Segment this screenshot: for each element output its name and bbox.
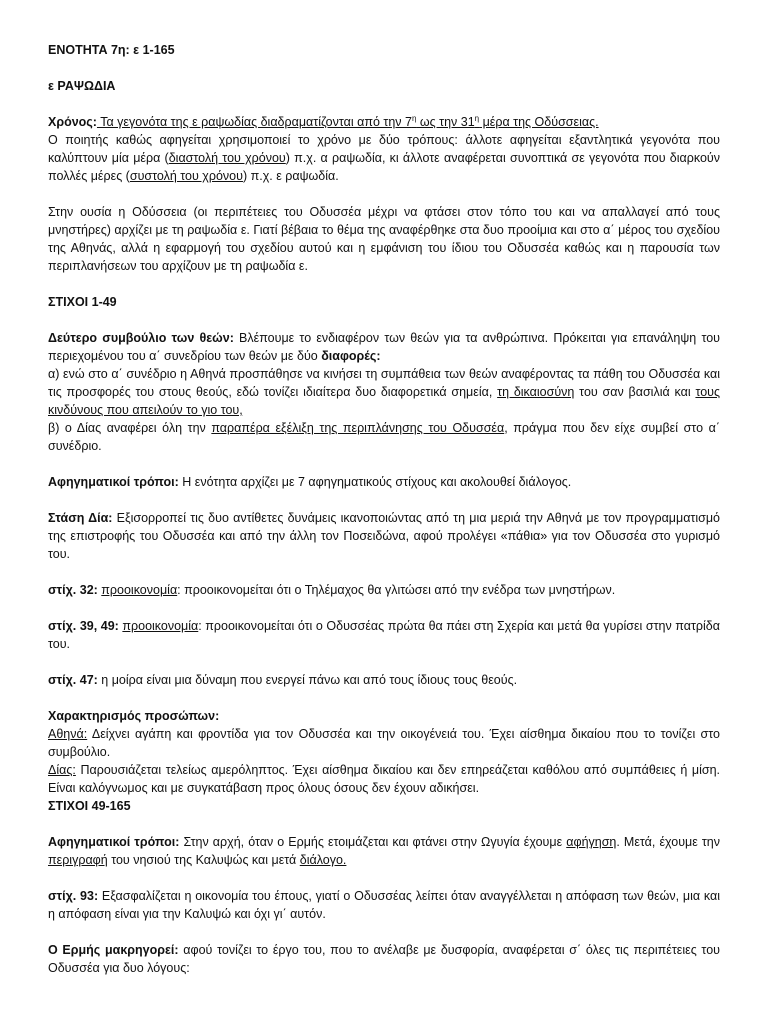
xronos-label: Χρόνος: xyxy=(48,115,97,129)
deutero-paragraph: Δεύτερο συμβούλιο των θεών: Βλέπουμε το ενδιαφέρον των θεών για τα ανθρώπινα. Πρόκειται για επανάληψη του περιεχομένου του α΄ συνεδρίου των θεών με δύο διαφορές: xyxy=(48,331,720,363)
afigimatikoi-1-paragraph: Αφηγηματικοί τρόποι: Η ενότητα αρχίζει με 7 αφηγηματικούς στίχους και ακολουθεί διάλογος. xyxy=(48,475,572,489)
xronos-explanation: Ο ποιητής καθώς αφηγείται χρησιμοποιεί το χρόνο με δύο τρόπους: άλλοτε αφηγείται εξαντλητικά γεγονότα που καλύπτουν μία μέρα (διαστολή του χρόνου) π.χ. α ραψωδία, κι άλλοτε αναφέρεται συνοπτικά σε γεγονότα που διαρκούν πολλές μέρες (συστολή του χρόνου) π.χ. ε ραψωδία. xyxy=(48,133,720,183)
xaraktirismos-heading: Χαρακτηρισμός προσώπων: xyxy=(48,709,220,723)
stixoi-49-165-heading: ΣΤΙΧΟΙ 49-165 xyxy=(48,799,131,813)
stix-93-paragraph: στίχ. 93: Εξασφαλίζεται η οικονομία του έπους, γιατί ο Οδυσσέας λείπει όταν αναγγέλλεται η απόφαση των θεών, μια και η απόφαση είναι για την Καλυψώ και όχι γι΄ αυτόν. xyxy=(48,889,721,921)
xronos-paragraph xyxy=(48,113,720,131)
ermis-paragraph: Ο Ερμής μακρηγορεί: αφού τονίζει το έργο του, που το ανέλαβε με δυσφορία, αναφέρεται σ΄ όλες τις περιπέτειες του Οδυσσέα για δυο λόγους: xyxy=(48,943,720,975)
deutero-point-a: α) ενώ στο α΄ συνέδριο η Αθηνά προσπάθησε να κινήσει τη συμπάθεια των θεών αναφέροντας τα πάθη του Οδυσσέα και τις προσφορές του στους θεούς, εδώ τονίζει ιδιαίτερα δυο διαφορετικά σημεία, τη δικαιοσύνη του σαν βασιλιά και τους κινδύνους που απειλούν το γιο του, xyxy=(48,367,721,417)
xronos-underlined: Τα γεγονότα της ε ραψωδίας διαδραματίζονται από την $7^\eta$ ως την $31^\eta$ μέρα της Οδύσσειας. xyxy=(96,113,599,129)
dias-paragraph: Δίας: Παρουσιάζεται τελείως αμερόληπτος. Έχει αίσθημα δικαίου και δεν επηρεάζεται καθόλου από συμπάθειες ή μίση. Είναι καλόγνωμος και με συγκατάβαση προς όλους όσους δεν έχουν αδικήσει. xyxy=(48,763,720,795)
stix-39-49-paragraph: στίχ. 39, 49: προοικονομία: προοικονομείται ότι ο Οδυσσέας πρώτα θα πάει στη Σχερία και μετά θα γυρίσει στην πατρίδα του. xyxy=(48,619,720,651)
ousia-paragraph: Στην ουσία η Οδύσσεια (οι περιπέτειες του Οδυσσέα μέχρι να φτάσει στον τόπο του και να απαλλαγεί από τους μνηστήρες) αρχίζει με τη ραψωδία ε. Γιατί βέβαια το θέμα της αναφέρθηκε στα δυο προοίμια και στο α΄ μέρος του σχεδίου της Αθηνάς, αλλά η εφαρμογή του σχεδίου αυτού και η εμφάνιση του ίδιου του Οδυσσέα καθώς και η παρουσία των περιπλανήσεων του αρχίζουν με τη ραψωδία ε. xyxy=(48,205,720,273)
stixoi-1-49-heading: ΣΤΙΧΟΙ 1-49 xyxy=(48,295,117,309)
athina-paragraph: Αθηνά: Δείχνει αγάπη και φροντίδα για τον Οδυσσέα και την οικογένειά του. Έχει αίσθημα δικαίου που το τονίζει στο συμβούλιο. xyxy=(48,727,720,759)
stix-47-paragraph: στίχ. 47: η μοίρα είναι μια δύναμη που ενεργεί πάνω και από τους ίδιους τους θεούς. xyxy=(48,673,518,687)
section-heading: ΕΝΟΤΗΤΑ 7η: ε 1-165 xyxy=(48,43,175,57)
rhapsody-heading: ε ΡΑΨΩΔΙΑ xyxy=(48,79,116,93)
stix-32-paragraph: στίχ. 32: προοικονομία: προοικονομείται ότι ο Τηλέμαχος θα γλιτώσει από την ενέδρα των μνηστήρων. xyxy=(48,583,616,597)
stasi-dia-paragraph: Στάση Δία: Εξισορροπεί τις δυο αντίθετες δυνάμεις ικανοποιώντας από τη μια μεριά την Αθηνά με τον προγραμματισμό της επιστροφής του Οδυσσέα και από την άλλη τον Ποσειδώνα, αφού προλέγει «πάθια» για τον Οδυσσέα στο γυρισμό του. xyxy=(48,511,721,561)
afigimatikoi-2-paragraph: Αφηγηματικοί τρόποι: Στην αρχή, όταν ο Ερμής ετοιμάζεται και φτάνει στην Ωγυγία έχουμε αφήγηση. Μετά, έχουμε την περιγραφή του νησιού της Καλυψώς και μετά διάλογο. xyxy=(48,835,721,867)
deutero-point-b: β) ο Δίας αναφέρει όλη την παραπέρα εξέλιξη της περιπλάνησης του Οδυσσέα, πράγμα που δεν είχε συμβεί στο α΄ συνέδριο. xyxy=(48,421,720,453)
